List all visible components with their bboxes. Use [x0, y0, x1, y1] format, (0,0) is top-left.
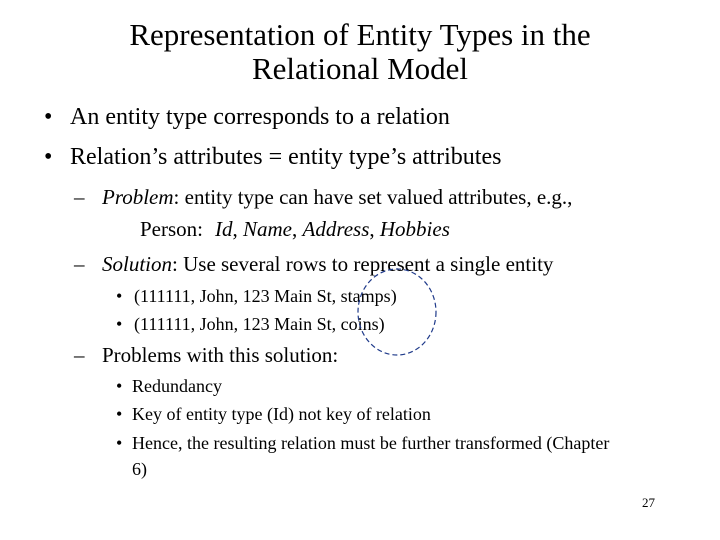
attr-id: Id	[215, 217, 233, 241]
attr-separator: ,	[232, 217, 243, 241]
problem-item-continuation	[132, 459, 147, 480]
dash-marker: –	[74, 343, 85, 367]
bullet-marker: •	[116, 433, 123, 453]
row-prefix: (111111, John, 123 Main St,	[134, 286, 341, 306]
subbullet-problems-heading	[74, 343, 338, 368]
problem-item-text: Hence, the resulting relation must be further transformed (Chapter	[132, 433, 610, 453]
problem-text: : entity type can have set valued attributes, e.g.,	[173, 185, 573, 209]
dash-marker: –	[74, 252, 85, 276]
problem-label: Problem	[102, 185, 174, 209]
problem-item	[116, 376, 222, 397]
problem-item-text: 6)	[132, 459, 147, 479]
bullet-text: Relation’s attributes = entity type’s attributes	[70, 144, 502, 170]
solution-text: : Use several rows to represent a single entity	[172, 252, 554, 276]
title-line-2: Relational Model	[251, 51, 469, 86]
bullet-marker: •	[116, 286, 123, 306]
page-number: 27	[642, 495, 655, 510]
dash-marker: –	[74, 185, 85, 209]
person-label: Person:	[140, 217, 203, 241]
row-suffix: )	[390, 286, 397, 306]
problems-heading-text: Problems with this solution:	[102, 343, 339, 367]
dashed-ellipse	[358, 269, 436, 355]
bullet-text: An entity type corresponds to a relation	[70, 104, 450, 130]
attr-separator: ,	[292, 217, 303, 241]
bullet-marker: •	[116, 376, 123, 396]
bullet-marker: •	[116, 404, 123, 424]
attr-name: Name	[243, 217, 292, 241]
attr-address: Address	[302, 217, 370, 241]
problem-item	[116, 433, 609, 454]
problem-item	[116, 404, 431, 425]
title-line-1: Representation of Entity Types in the	[129, 17, 591, 52]
bullet-marker: •	[44, 144, 53, 170]
bullet-marker: •	[116, 314, 123, 334]
solution-label: Solution	[102, 252, 173, 276]
row-suffix: )	[378, 314, 385, 334]
row-prefix: (111111, John, 123 Main St,	[134, 314, 341, 334]
bullet-marker: •	[44, 104, 53, 130]
row-hobby-value: stamps	[340, 286, 391, 306]
problem-item-text: Key of entity type (Id) not key of relation	[132, 404, 431, 424]
problem-item-text: Redundancy	[132, 376, 222, 396]
attr-separator: ,	[369, 217, 380, 241]
attr-hobbies: Hobbies	[379, 217, 450, 241]
row-hobby-value: coins	[340, 314, 379, 334]
